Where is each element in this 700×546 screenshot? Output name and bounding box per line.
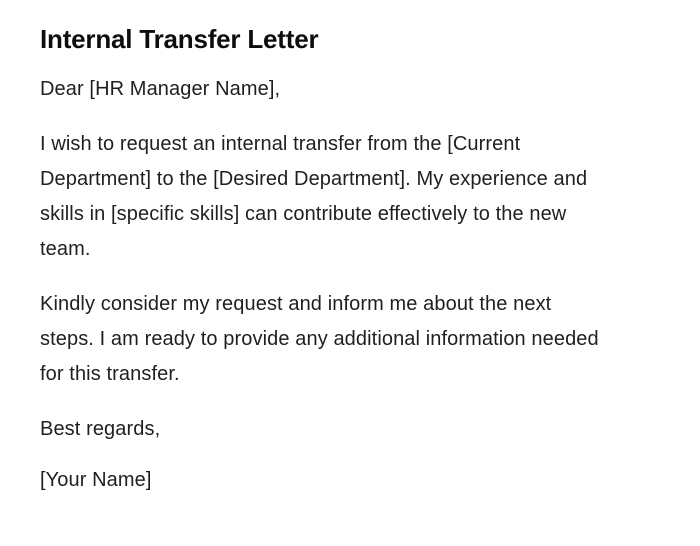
body-line: steps. I am ready to provide any additional information needed	[40, 328, 599, 350]
body-line: skills in [specific skills] can contribute effectively to the new	[40, 203, 567, 225]
greeting-line: Dear [HR Manager Name],	[40, 78, 281, 100]
signature-line: [Your Name]	[40, 469, 152, 491]
body-line: I wish to request an internal transfer from the [Current	[40, 133, 521, 155]
body-line: for this transfer.	[40, 363, 180, 385]
body-line: Department] to the [Desired Department]. My experience and	[40, 168, 588, 190]
closing-line: Best regards,	[40, 418, 161, 440]
greeting-block	[40, 72, 680, 107]
letter-title: Internal Transfer Letter	[40, 24, 319, 54]
paragraph-request	[40, 127, 680, 267]
body-line: Kindly consider my request and inform me about the next	[40, 293, 552, 315]
signature-block	[40, 463, 680, 498]
closing-block	[40, 412, 680, 447]
paragraph-next-steps	[40, 287, 680, 392]
body-line: team.	[40, 238, 91, 260]
